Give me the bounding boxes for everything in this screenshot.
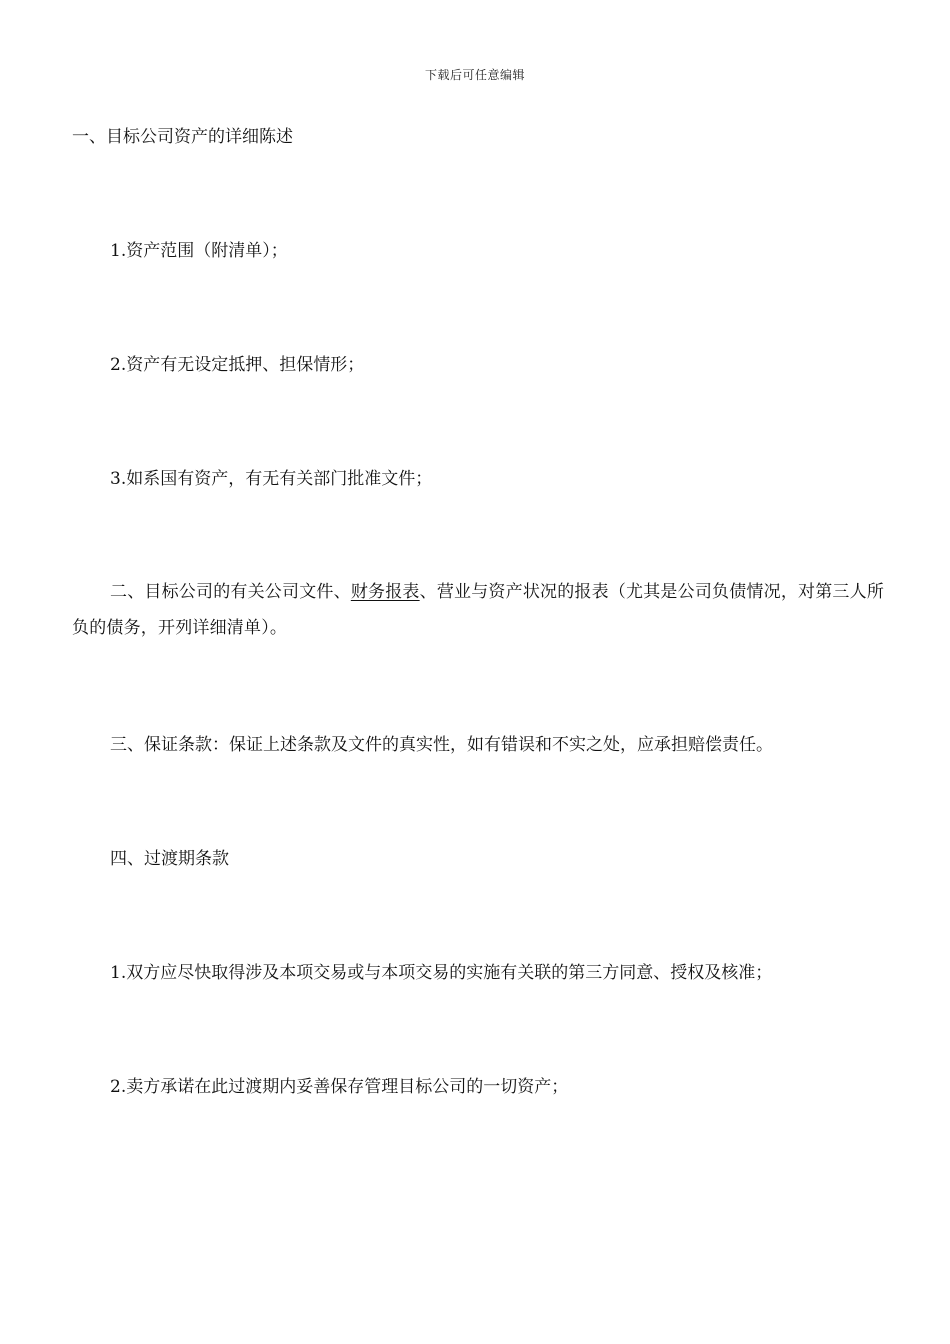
section-2-text-end: 、营业与资产状况的报表（尤其是公司负债情况，对第三人所负的债务，开列详细清单）。 <box>72 582 885 638</box>
section-2-paragraph <box>72 574 892 646</box>
section-1-item-1: 1.资产范围（附清单）； <box>110 241 288 261</box>
section-1-item-2: 2.资产有无设定抵押、担保情形； <box>110 355 365 375</box>
section-4-heading: 四、过渡期条款 <box>110 849 229 869</box>
section-1-heading: 一、目标公司资产的详细陈述 <box>72 127 293 147</box>
section-1-item-3: 3.如系国有资产，有无有关部门批准文件； <box>110 469 433 489</box>
section-4-item-1: 1.双方应尽快取得涉及本项交易或与本项交易的实施有关联的第三方同意、授权及核准； <box>110 963 773 983</box>
page-header: 下载后可任意编辑 <box>424 68 525 82</box>
section-4-item-2: 2.卖方承诺在此过渡期内妥善保存管理目标公司的一切资产； <box>110 1077 569 1097</box>
section-2-text-start: 二、目标公司的有关公司文件、 <box>110 582 351 602</box>
financial-statements-link[interactable]: 财务报表 <box>350 582 420 602</box>
section-3-paragraph: 三、保证条款：保证上述条款及文件的真实性，如有错误和不实之处，应承担赔偿责任。 <box>110 735 773 755</box>
